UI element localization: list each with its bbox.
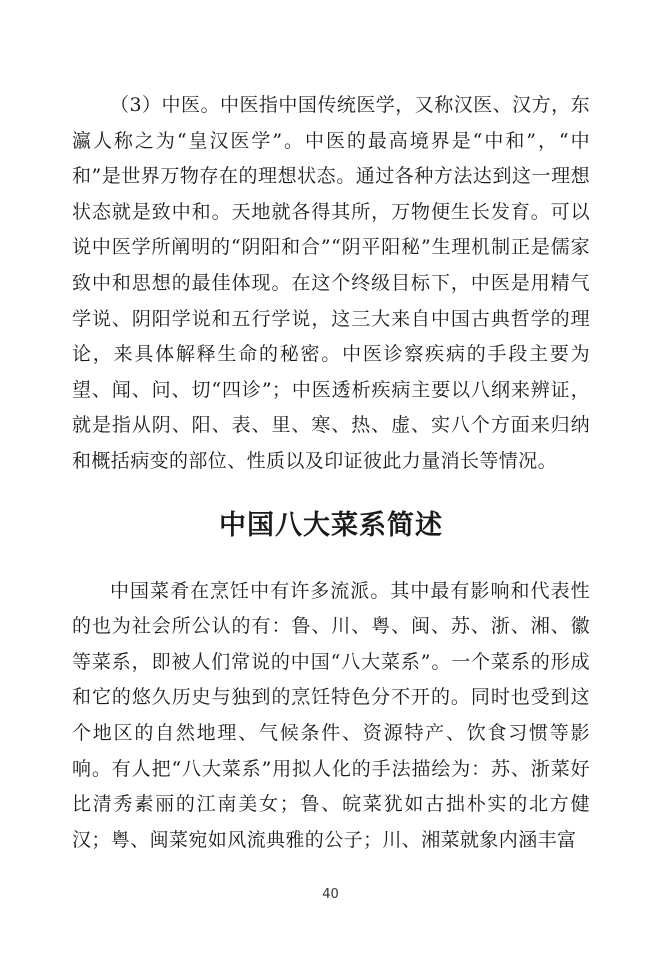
- paragraph-tcm: （3）中医。中医指中国传统医学，又称汉医、汉方，东瀛人称之为“皇汉医学”。中医的最高境界是“中和”，“中和”是世界万物存在的理想状态。通过各种方法达到这一理想状态就是致中和。天地就各得其所，万物便生长发育。可以说中医学所阐明的“阴阳和合”“阴平阳秘”生理机制正是儒家致中和思想的最佳体现。在这个终级目标下，中医是用精气学说、阴阳学说和五行学说，这三大来自中国古典哲学的理论，来具体解释生命的秘密。中医诊察疾病的手段主要为望、闻、问、切“四诊”；中医透析疾病主要以八纲来辨证，就是指从阴、阳、表、里、寒、热、虚、实八个方面来归纳和概括病变的部位、性质以及印证彼此力量消长等情况。: [72, 94, 590, 472]
- page-number: 40: [322, 887, 339, 902]
- section-heading: 中国八大菜系简述: [219, 509, 443, 541]
- page-content: [72, 88, 590, 858]
- paragraph-cuisines: 中国菜肴在烹饪中有许多流派。其中最有影响和代表性的也为社会所公认的有：鲁、川、粤、闽、苏、浙、湘、徽等菜系，即被人们常说的中国“八大菜系”。一个菜系的形成和它的悠久历史与独到的烹饪特色分不开的。同时也受到这个地区的自然地理、气候条件、资源特产、饮食习惯等影响。有人把“八大菜系”用拟人化的手法描绘为：苏、浙菜好比清秀素丽的江南美女；鲁、皖菜犹如古拙朴实的北方健汉；粤、闽菜宛如风流典雅的公子；川、湘菜就象内涵丰富: [72, 579, 590, 851]
